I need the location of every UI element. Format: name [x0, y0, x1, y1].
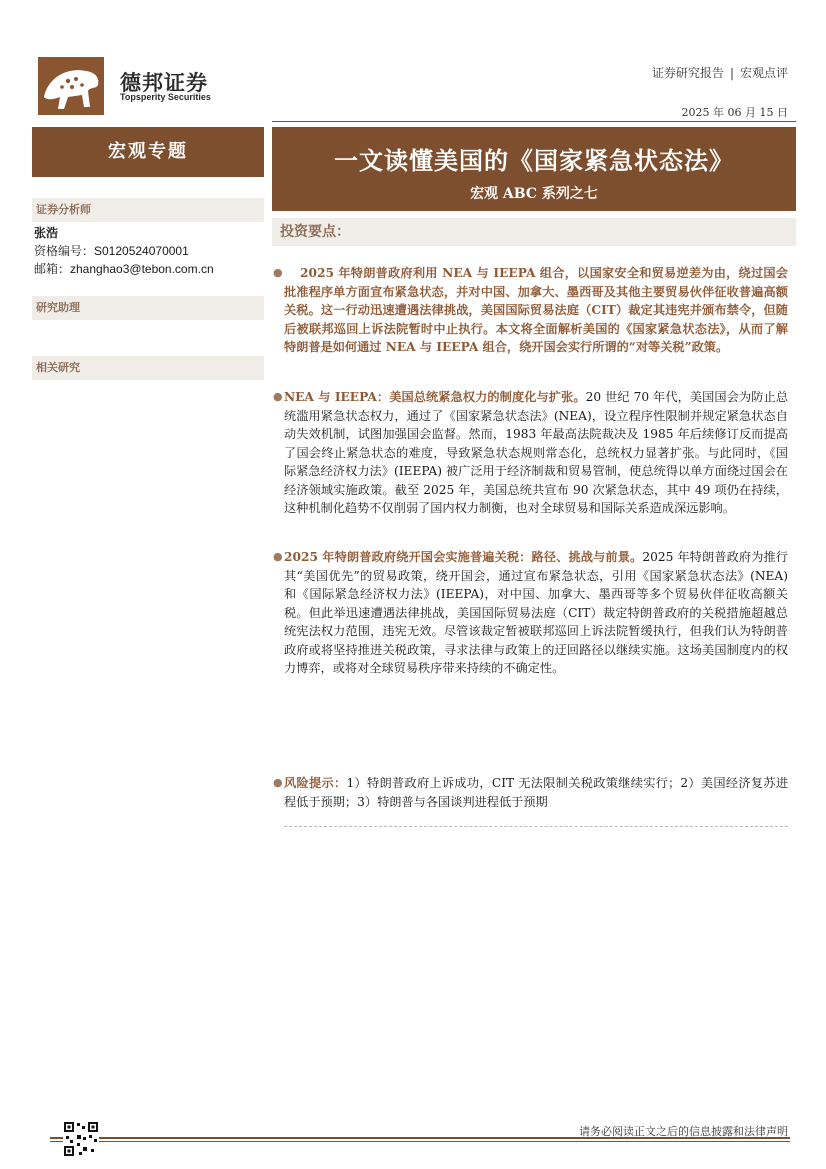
- risk-divider: [284, 826, 788, 827]
- qr-code-icon: [63, 1121, 99, 1157]
- bullet-icon: ●: [273, 776, 283, 789]
- report-date: 2025 年 06 月 15 日: [681, 106, 788, 119]
- footer-divider-thin: [50, 1141, 790, 1142]
- bullet-icon: ●: [273, 550, 283, 563]
- assistant-heading: 研究助理: [32, 296, 264, 320]
- summary-paragraph: [273, 264, 788, 357]
- separator: |: [729, 66, 734, 80]
- paragraph-lead: 2025 年特朗普政府绕开国会实施普遍关税：路径、挑战与前景。: [284, 550, 643, 564]
- paragraph-text: 20 世纪 70 年代，美国国会为防止总统滥用紧急状态权力，通过了《国家紧急状态法》(NEA)，设立程序性限制并规定紧急状态自动失效机制，试图加强国会监督。然而，1983 年最高法院裁决及 1985 年后续修订反而提高了国会终止紧急状态的难度，导致紧急状态规则常态化，总统权力显著扩张。与此同时，《国际紧急经济权力法》(IEEPA) 被广泛用于经济制裁和贸易管制，使总统得以单方面绕过国会在经济领域实施政策。截至 2025 年，美国总统共宣布 90 次紧急状态，其中 49 项仍在持续，这种机制化趋势不仅削弱了国内权力制衡，也对全球贸易和国际关系造成深远影响。: [284, 390, 789, 515]
- bullet-icon: ●: [273, 390, 283, 403]
- logo-text-cn: 德邦证券: [120, 71, 208, 95]
- paragraph-lead: NEA 与 IEEPA：美国总统紧急权力的制度化与扩张。: [284, 390, 586, 404]
- logo-text-en: Topsperity Securities: [120, 92, 211, 102]
- investment-highlights-heading: 投资要点：: [272, 218, 796, 246]
- nea-ieepa-paragraph: [273, 388, 789, 518]
- analyst-name: 张浩: [34, 226, 59, 240]
- page-subtitle: 宏观 ABC 系列之七: [470, 186, 598, 202]
- leopard-logo-icon: [38, 57, 104, 115]
- sidebar-banner: 宏观专题: [32, 127, 264, 177]
- report-type: [652, 64, 788, 81]
- analyst-email[interactable]: 邮箱：zhanghao3@tebon.com.cn: [34, 262, 214, 276]
- related-research-heading: 相关研究: [32, 356, 264, 380]
- bullet-icon: ●: [273, 266, 283, 279]
- analyst-license: 资格编号：S0120524070001: [34, 244, 189, 258]
- page-title: 一文读懂美国的《国家紧急状态法》: [334, 146, 734, 175]
- company-logo: [38, 57, 238, 117]
- report-category: 证券研究报告: [651, 66, 724, 80]
- header-divider: [272, 121, 796, 122]
- risk-text: 1）特朗普政府上诉成功，CIT 无法限制关税政策继续实行；2）美国经济复苏进程低于预期；3）特朗普与各国谈判进程低于预期: [284, 776, 789, 809]
- paragraph-text: 2025 年特朗普政府为推行其“美国优先”的贸易政策，绕开国会，通过宣布紧急状态，引用《国家紧急状态法》(NEA) 和《国际紧急经济权力法》(IEEPA)，对中国、加拿大、墨西哥等多个贸易伙伴征收高额关税。但此举迅速遭遇法律挑战，美国国际贸易法庭（CIT）裁定特朗普政府的关税措施超越总统宪法权力范围，违宪无效。尽管该裁定暂被联邦巡回上诉法院暂缓执行，但我们认为特朗普政府或将坚持推进关税政策，寻求法律与政策上的迂回路径以继续实施。这场美国制度内的权力博弈，或将对全球贸易秩序带来持续的不确定性。: [284, 550, 788, 675]
- risk-paragraph: [273, 774, 789, 811]
- tariff-paragraph: [273, 548, 788, 678]
- legal-disclaimer: 请务必阅读正文之后的信息披露和法律声明: [579, 1125, 788, 1138]
- title-banner: [272, 127, 796, 211]
- summary-text: 2025 年特朗普政府利用 NEA 与 IEEPA 组合，以国家安全和贸易逆差为由，绕过国会批准程序单方面宣布紧急状态，并对中国、加拿大、墨西哥及其他主要贸易伙伴征收普遍高额关税。这一行动迅速遭遇法律挑战，美国国际贸易法庭（CIT）裁定其违宪并颁布禁令，但随后被联邦巡回上诉法院暂时中止执行。本文将全面解析美国的《国家紧急状态法》，从而了解特朗普是如何通过 NEA 与 IEEPA 组合，绕开国会实行所谓的“对等关税”政策。: [284, 266, 788, 354]
- risk-label: 风险提示：: [284, 776, 347, 790]
- analyst-heading: 证券分析师: [32, 198, 264, 222]
- report-subtype: 宏观点评: [739, 66, 788, 80]
